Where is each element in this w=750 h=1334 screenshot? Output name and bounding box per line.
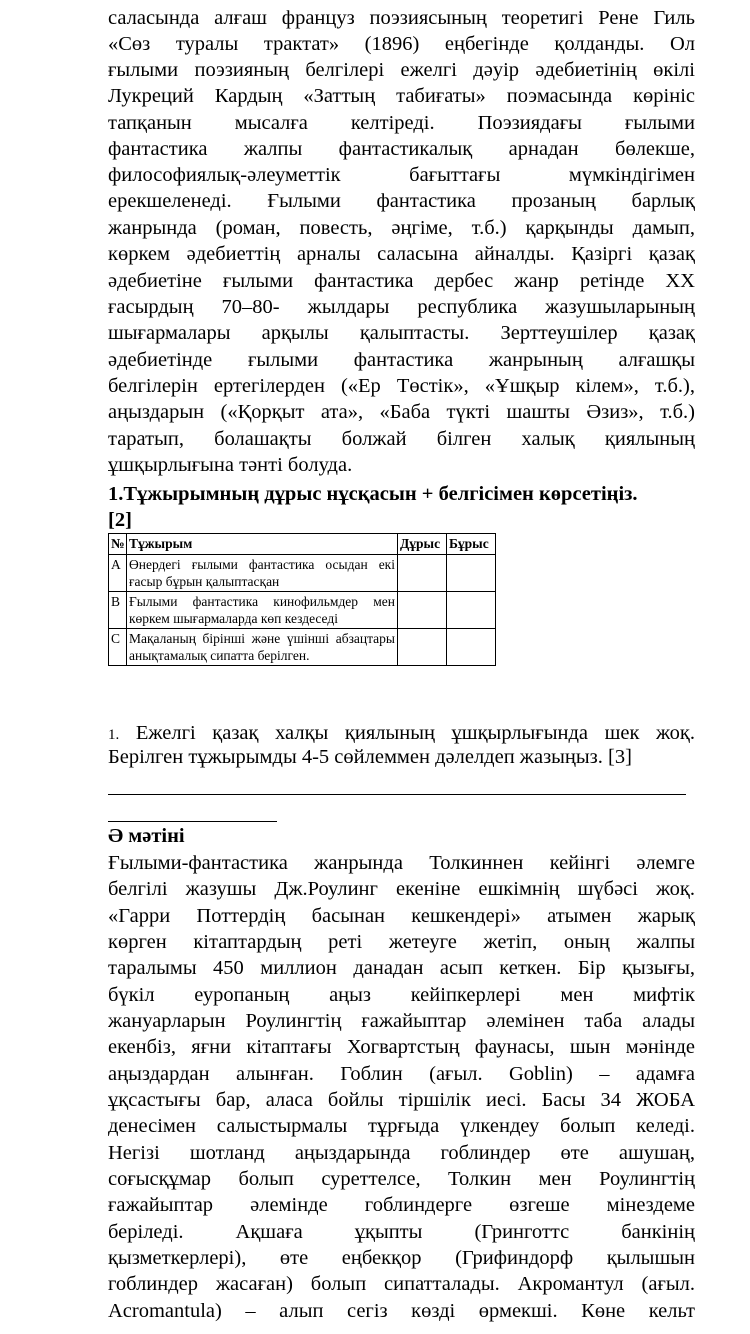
passage-line: ғылыми поэзияның белгілері ежелгі дәуір әдебиетінің өкілі — [108, 59, 695, 81]
row-id: A — [109, 555, 127, 592]
passage-line: Лукреций Кардың «Заттың табиғаты» поэмасында көрініс — [108, 85, 695, 107]
text-b-title: Ә мәтіні — [108, 825, 185, 847]
text-b-line: ғажайыптар әлемінде гоблиндерге өзгеше мінездеме — [108, 1194, 695, 1216]
text-b-line: беріледі. Ақшаға ұқыпты (Гринготтс банкінің — [108, 1221, 695, 1243]
passage-line: тапқанын мысалға келтіреді. Поэзиядағы ғылыми — [108, 112, 695, 134]
row-statement: Өнердегі ғылыми фантастика осыдан екі ғасыр бұрын қалыптасқан — [127, 555, 398, 592]
text-b-line: Ғылыми-фантастика жанрында Толкиннен кейінгі әлемге — [108, 852, 695, 874]
text-b-line: соғысқұмар болып суреттелсе, Толкин мен Роулингтің — [108, 1168, 695, 1190]
text-b-line: Негізі шотланд аңыздарында гоблиндер өте ашушаң, — [108, 1142, 695, 1164]
text-b-line: қызметкерлері), өте еңбекқор (Грифиндорф қылышын — [108, 1247, 695, 1269]
table-header-row — [109, 534, 496, 555]
text-b-line: денесімен салыстырмалы тұрғыда үлкендеу болып келеді. — [108, 1115, 695, 1137]
passage-line: әдебиетінде ғылыми фантастика жанрының алғашқы — [108, 349, 695, 371]
wrong-cell[interactable] — [447, 555, 496, 592]
passage-line: ұшқырлығына тәнті болуда. — [108, 454, 353, 476]
text-b-line: екенбіз, яғни кітаптағы Хогвартстың фаунасы, шын мәнінде — [108, 1036, 695, 1058]
passage-line: көркем әдебиеттің арналы саласына айналды. Қазіргі қазақ — [108, 243, 695, 265]
col-number-header: № — [109, 534, 127, 555]
text-b-line: аңыздардан алынған. Гоблин (ағыл. Goblin) – адамға — [108, 1063, 695, 1085]
passage-line: саласында алғаш француз поэзиясының теоретигі Рене Гиль — [108, 7, 695, 29]
passage-line: философиялық-әлеуметтік бағыттағы мүмкіндігімен — [108, 164, 695, 186]
text-b-line: гоблиндер жасаған) болып сипатталады. Акромантул (ағыл. — [108, 1273, 695, 1295]
row-statement: Мақаланың бірінші және үшінші абзацтары анықтамалық сипатта берілген. — [127, 629, 398, 666]
passage-line: таратып, болашақты болжай білген халық қиялының — [108, 428, 695, 450]
row-id: C — [109, 629, 127, 666]
text-b-line: белгілі жазушы Дж.Роулинг екеніне ешкімнің шүбәсі жоқ. — [108, 878, 695, 900]
answer-line[interactable] — [108, 821, 277, 822]
row-statement: Ғылыми фантастика кинофильмдер мен көркем шығармаларда көп кездеседі — [127, 592, 398, 629]
table-row — [109, 629, 496, 666]
task1-title: 1.Тұжырымның дұрыс нұсқасын + белгісімен көрсетіңіз. — [108, 483, 638, 505]
table-row — [109, 592, 496, 629]
passage-line: ғасырдың 70–80- жылдары республика жазушыларының — [108, 296, 695, 318]
correct-cell[interactable] — [398, 592, 447, 629]
text-b-line: бүкіл еуропаның аңыз кейіпкерлері мен мифтік — [108, 984, 695, 1006]
table-row — [109, 555, 496, 592]
passage-line: белгілерін ертегілерден («Ер Төстік», «Ұшқыр кілем», т.б.), — [108, 375, 695, 397]
text-b-line: Acromantula) – алып сегіз көзді өрмекші. Көне кельт — [108, 1300, 695, 1322]
wrong-cell[interactable] — [447, 592, 496, 629]
task1-table — [108, 533, 496, 666]
text-b-line: ұқсастығы бар, аласа бойлы тіршілік иесі. Басы 34 ЖОБА — [108, 1089, 695, 1111]
row-id: B — [109, 592, 127, 629]
col-correct-header: Дұрыс — [398, 534, 447, 555]
text-b-line: көрген кітаптардың реті жетеуге жетіп, оның жалпы — [108, 931, 695, 953]
task2-text-line2: Берілген тұжырымды 4-5 сөйлеммен дәлелдеп жазыңыз. [3] — [108, 746, 632, 768]
passage-line: «Сөз туралы трактат» (1896) еңбегінде қолданды. Ол — [108, 33, 695, 55]
passage-line: аңыздарын («Қорқыт ата», «Баба түкті шашты Әзиз», т.б.) — [108, 401, 695, 423]
passage-line: жанрында (роман, повесть, әңгіме, т.б.) қарқынды дамып, — [108, 217, 695, 239]
task1-points: [2] — [108, 509, 132, 531]
text-b-line: таралымы 450 миллион данадан асып кеткен. Бір қызығы, — [108, 957, 695, 979]
passage-line: ерекшеленеді. Ғылыми фантастика прозаның барлық — [108, 190, 695, 212]
passage-line: фантастика жалпы фантастикалық арнадан бөлекше, — [108, 138, 695, 160]
task2-text-line1: Ежелгі қазақ халқы қиялының ұшқырлығында шек жоқ. — [135, 722, 695, 744]
task2-line1 — [108, 720, 695, 746]
col-statement-header: Тұжырым — [127, 534, 398, 555]
passage-line: әдебиетіне ғылыми фантастика дербес жанр ретінде XX — [108, 270, 695, 292]
col-wrong-header: Бұрыс — [447, 534, 496, 555]
text-b-line: «Гарри Поттердің басынан кешкендері» атымен жарық — [108, 905, 695, 927]
wrong-cell[interactable] — [447, 629, 496, 666]
correct-cell[interactable] — [398, 555, 447, 592]
correct-cell[interactable] — [398, 629, 447, 666]
passage-line: шығармалары арқылы қалыптасты. Зерттеушілер қазақ — [108, 322, 695, 344]
answer-line[interactable] — [108, 794, 686, 795]
text-b-line: жануарларын Роулингтің ғажайыптар әлемінен таба алады — [108, 1010, 695, 1032]
task2-number: 1. — [108, 727, 120, 743]
